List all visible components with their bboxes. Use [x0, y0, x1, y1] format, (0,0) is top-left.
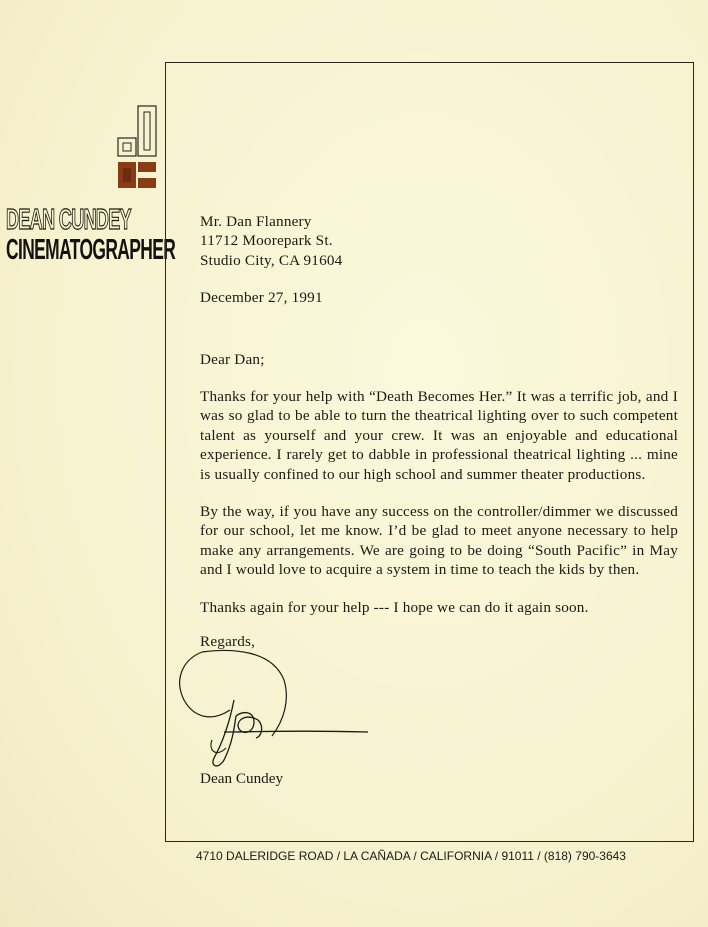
letterhead-name: DEAN CUNDEY	[6, 204, 132, 236]
recipient-city: Studio City, CA 91604	[200, 251, 343, 269]
letter-date: December 27, 1991	[200, 289, 323, 307]
body-paragraph-1: Thanks for your help with “Death Becomes Her.” It was a terrific job, and I was so glad to be able to turn the theatrical lighting over to such competent talent as yourself and your crew. It was an enjoyable and educational experience. I rarely get to dabble in professional theatrical lighting ... mine is usually confined to our high school and summer theater productions.	[200, 388, 678, 483]
dc-monogram-icon	[110, 104, 162, 194]
body-paragraph-2: By the way, if you have any success on the controller/dimmer we discussed for our school, let me know. I’d be glad to meet anyone necessary to help make any arrangements. We are going to be doing “South Pacific” in May and I would love to acquire a system in time to teach the kids by then.	[200, 503, 678, 579]
closing-line: Thanks again for your help --- I hope we can do it again soon.	[200, 598, 589, 616]
letterhead-footer-address: 4710 DALERIDGE ROAD / LA CAÑADA / CALIFORNIA / 91011 / (818) 790-3643	[196, 849, 626, 863]
salutation: Dear Dan;	[200, 350, 265, 368]
signature-icon	[172, 640, 372, 780]
recipient-street: 11712 Moorepark St.	[200, 232, 333, 250]
signer-name: Dean Cundey	[200, 770, 284, 787]
letter-body	[200, 212, 678, 652]
recipient-name: Mr. Dan Flannery	[200, 213, 312, 230]
letterhead-title: CINEMATOGRAPHER	[6, 234, 176, 266]
regards: Regards,	[200, 633, 256, 651]
